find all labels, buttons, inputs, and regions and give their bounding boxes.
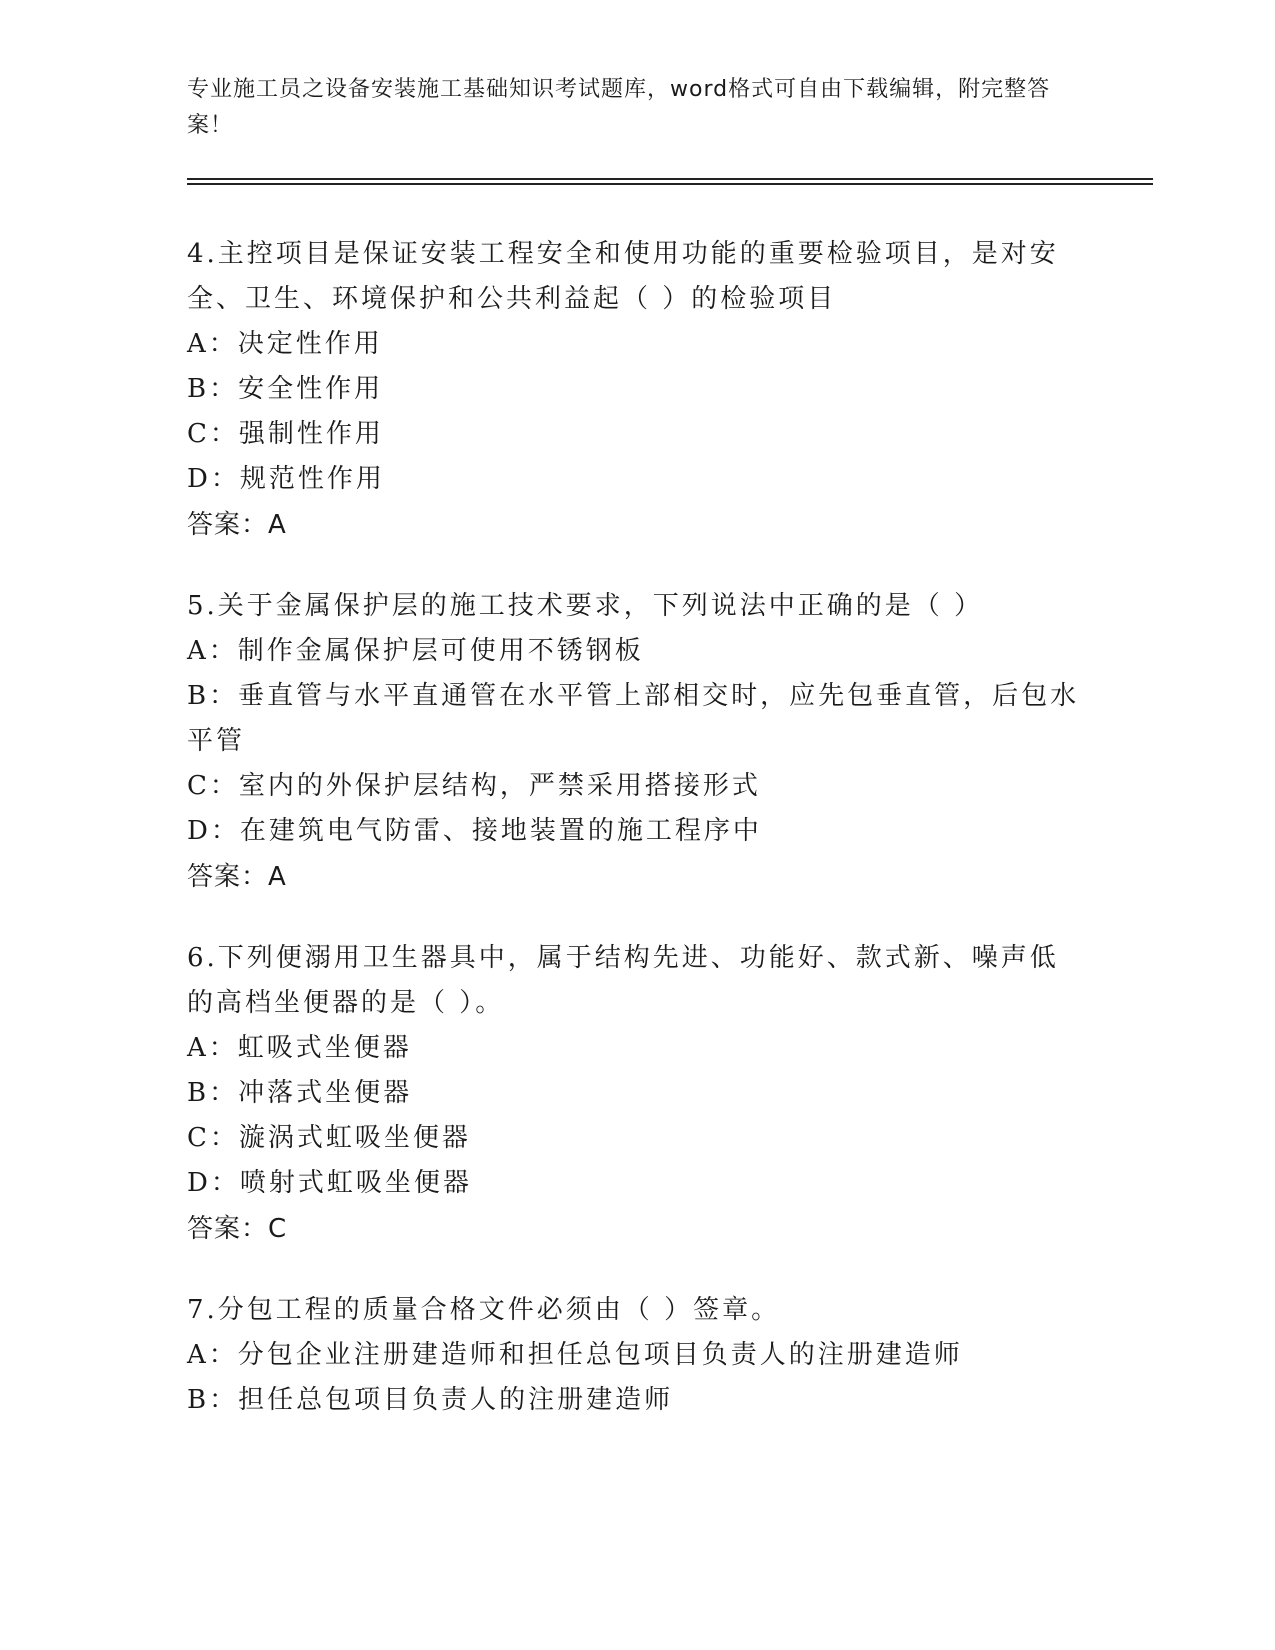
header-divider-bottom — [187, 183, 1153, 185]
option-d: D：喷射式虹吸坐便器 — [187, 1168, 472, 1198]
option-b: B：垂直管与水平直通管在水平管上部相交时，应先包垂直管，后包水平管 — [187, 681, 1080, 756]
question-6 — [187, 936, 1087, 1252]
option-d: D：在建筑电气防雷、接地装置的施工程序中 — [187, 816, 762, 846]
question-stem: 5.关于金属保护层的施工技术要求，下列说法中正确的是（ ） — [187, 591, 984, 621]
option-b: B：担任总包项目负责人的注册建造师 — [187, 1385, 674, 1415]
option-b: B：冲落式坐便器 — [187, 1078, 413, 1108]
option-c: C：强制性作用 — [187, 419, 384, 449]
question-7 — [187, 1288, 1087, 1423]
option-a: A：虹吸式坐便器 — [187, 1033, 412, 1063]
option-a: A：决定性作用 — [187, 329, 383, 359]
option-a: A：分包企业注册建造师和担任总包项目负责人的注册建造师 — [187, 1340, 963, 1370]
question-list — [187, 232, 1087, 1459]
question-4 — [187, 232, 1087, 548]
option-b: B：安全性作用 — [187, 374, 384, 404]
question-stem: 6.下列便溺用卫生器具中，属于结构先进、功能好、款式新、噪声低的高档坐便器的是（ ）。 — [187, 943, 1059, 1018]
question-5 — [187, 584, 1087, 900]
option-a: A：制作金属保护层可使用不锈钢板 — [187, 636, 644, 666]
option-d: D：规范性作用 — [187, 464, 385, 494]
option-c: C：漩涡式虹吸坐便器 — [187, 1123, 471, 1153]
answer-line: 答案：C — [187, 1214, 288, 1244]
header-title: 专业施工员之设备安装施工基础知识考试题库，word格式可自由下载编辑，附完整答案！ — [187, 77, 1051, 138]
option-c: C：室内的外保护层结构，严禁采用搭接形式 — [187, 771, 761, 801]
header-divider-top — [187, 178, 1153, 180]
answer-line: 答案：A — [187, 862, 287, 892]
document-header — [187, 72, 1067, 144]
question-stem: 7.分包工程的质量合格文件必须由（ ）签章。 — [187, 1295, 781, 1325]
question-stem: 4.主控项目是保证安装工程安全和使用功能的重要检验项目，是对安全、卫生、环境保护和公共利益起（ ）的检验项目 — [187, 239, 1059, 314]
answer-line: 答案：A — [187, 510, 287, 540]
